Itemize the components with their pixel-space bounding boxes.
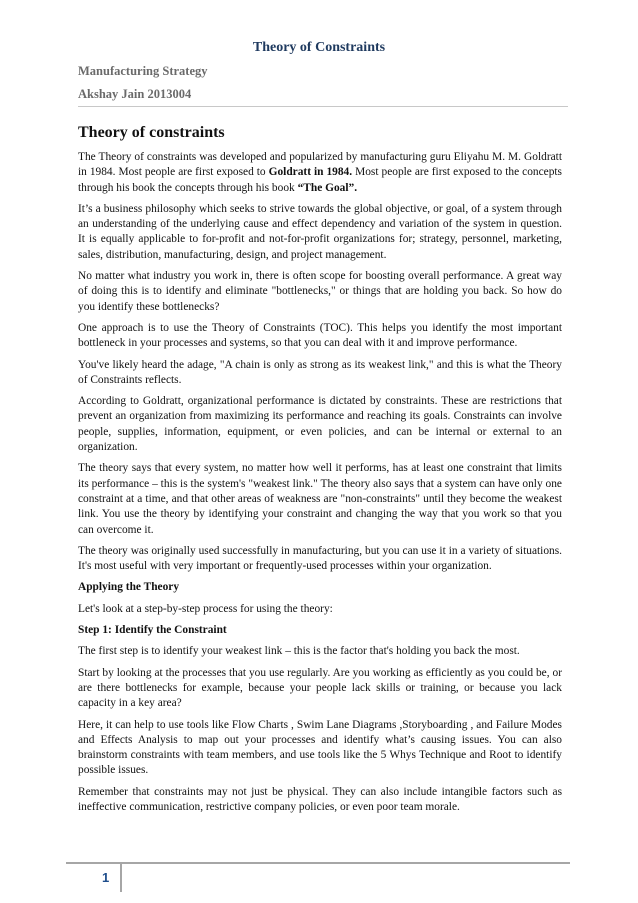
document-body [78,124,562,821]
paragraph: According to Goldratt, organizational performance is dictated by constraints. These are restrictions that prevent an organization from maximizing its performance and reaching its goals. Constraints can involve people, supplies, information, equipment, or even policies, and can be internal or external to an organization. [78,395,562,454]
step1-paragraph: Start by looking at the processes that you use regularly. Are you working as efficiently as you could be, or are there bottlenecks for example, because your people lack skills or training, or because you lack capacity in a key area? [78,666,562,710]
step1-heading: Step 1: Identify the Constraint [78,624,227,637]
step1-paragraph: Here, it can help to use tools like Flow Charts , Swim Lane Diagrams ,Storyboarding , and Failure Modes and Effects Analysis to map out your processes and identify what’s causing issues. You can also brainstorm constraints with team members, and use tools like the 5 Whys Technique and Root to identify possible issues. [78,718,562,777]
step1-paragraph: Remember that constraints may not just be physical. They can also include intangible factors such as ineffective communication, restrictive company policies, or even poor team morale. [78,785,562,813]
paragraph: It’s a business philosophy which seeks to strive towards the global objective, or goal, of a system through an understanding of the underlying cause and effect dependency and variation of the system in question. It is equally applicable to for-profit and not-for-profit organizations for; strategy, personnel, marketing, sales, distribution, manufacturing, design, and project management. [78,202,562,261]
header-divider [78,106,568,107]
step1-paragraph: The first step is to identify your weakest link – this is the factor that's holding you back the most. [78,645,520,658]
header-title: Theory of Constraints [252,40,386,55]
paragraph: The theory says that every system, no matter how well it performs, has at least one constraint that limits its performance – this is the system's "weakest link." The theory also says that a system can have only one constraint at a time, and that other areas of weakness are "non-constraints" until they become the weakest link. You use the theory by identifying your constraint and changing the way that you work so that you can overcome it. [78,462,562,536]
paragraph: The theory was originally used successfully in manufacturing, but you can use it in a variety of situations. It's most useful with very important or frequently-used processes within your organization. [78,544,562,573]
header-subject: Manufacturing Strategy [78,64,208,78]
intro-paragraph [78,150,562,196]
footer-separator [120,862,122,892]
intro-text-1: The Theory of constraints was developed and popularized by manufacturing guru Eliyahu M. M. Goldratt in 1984. Most people are first exposed to [78,151,562,179]
page-number: 1 [102,870,110,885]
intro-bold-2: “The Goal”. [297,181,358,194]
footer-divider [66,862,570,864]
paragraph: One approach is to use the Theory of Constraints (TOC). This helps you identify the most important bottleneck in your processes and systems, so that you can deal with it and improve performance. [78,321,562,350]
paragraph: No matter what industry you work in, there is often scope for boosting overall performance. A great way of doing this is to identify and eliminate "bottlenecks," or things that are holding you back. So how do you identify these bottlenecks? [78,270,562,313]
intro-bold-1: Goldratt in 1984. [268,166,353,179]
header-author: Akshay Jain 2013004 [78,87,192,101]
applying-heading: Applying the Theory [78,581,180,594]
applying-intro: Let's look at a step-by-step process for using the theory: [78,602,333,615]
intro-text-2: Most people are first exposed to the concepts through his book the concepts through his book [78,166,562,194]
paragraph: You've likely heard the adage, "A chain is only as strong as its weakest link," and this is what the Theory of Constraints reflects. [78,358,562,386]
section-title: Theory of constraints [78,124,225,141]
